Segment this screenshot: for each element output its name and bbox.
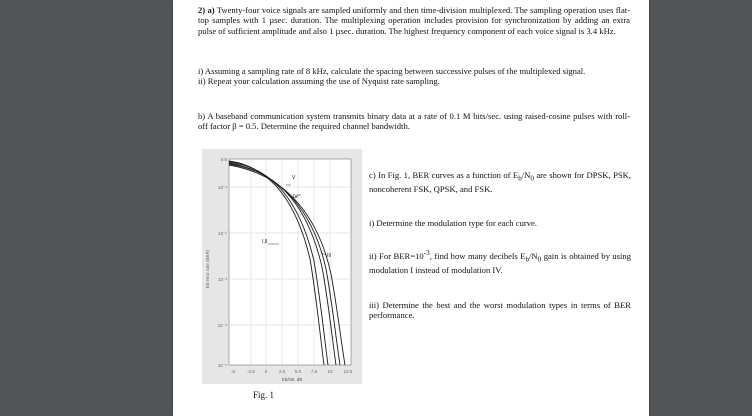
question-2c-sub-0: 0 — [530, 174, 534, 183]
document-page — [173, 0, 649, 416]
question-2c-sub-b: b — [518, 174, 522, 183]
y-tick-4: 10⁻⁴ — [217, 323, 227, 328]
question-2a — [198, 5, 630, 36]
curve-label-iii: III — [327, 253, 332, 259]
y-tick-5: 10⁻⁵ — [217, 363, 227, 368]
question-2c-ii-text-4: gain is obtained by using modulation I instead of modulation IV. — [369, 250, 631, 275]
question-2c-ii-text-3: /N — [529, 250, 538, 261]
question-2c-ii-text-1: ii) For BER=10 — [369, 250, 424, 261]
question-2c-text-3: are shown for DPSK, PSK, noncoherent FSK, QPSK, and FSK. — [369, 170, 631, 195]
question-2c-i: i) Determine the modulation type for each curve. — [369, 218, 537, 228]
x-tick-5: 7.5 — [310, 369, 318, 374]
question-2c-ii — [369, 248, 631, 275]
y-tick-3: 10⁻³ — [218, 277, 227, 282]
question-2a-parts — [198, 66, 630, 87]
y-axis-label: Bit error rate (BER) — [205, 249, 210, 289]
x-tick-1: -2.5 — [247, 369, 255, 374]
x-tick-4: 5.0 — [294, 369, 302, 374]
y-tick-1: 10⁻¹ — [218, 185, 227, 190]
curve-label-iv: IV — [293, 194, 298, 200]
curve-label-i-ii: I,II — [262, 239, 268, 245]
x-tick-7: 12.5 — [343, 369, 353, 374]
x-axis-label: Eb/N0, dB — [281, 377, 303, 382]
ber-chart — [202, 149, 362, 384]
ber-figure — [202, 149, 362, 384]
x-tick-2: 0 — [264, 369, 268, 374]
question-2a-ii: ii) Repeat your calculation assuming the use of Nyquist rate sampling. — [198, 76, 440, 87]
question-2c-text-2: /N — [521, 170, 531, 180]
plot-area — [229, 159, 351, 365]
curve-label-v: V — [292, 175, 296, 181]
question-2a-text: Twenty-four voice signals are sampled uniformly and then time-division multiplexed. The sampling operation uses flat-top samples with 1 µsec. duration. The multiplexing operation includes provision for synchronization by adding an extra pulse of sufficient amplitude and also 1 µsec. duration. The highest frequency component of each voice signal is 3.4 kHz. — [198, 5, 631, 36]
question-2a-i: i) Assuming a sampling rate of 8 kHz, calculate the spacing between successive pulses of the multiplexed signal. — [198, 66, 586, 76]
question-2b: b) A baseband communication system transmits binary data at a rate of 0.1 M bits/sec. using raised-cosine pulses with roll-off factor β = 0.5. Determine the required channel bandwidth. — [198, 111, 630, 132]
question-2a-heading: 2) a) — [198, 5, 215, 15]
question-2c-ii-text-2: , find how many decibels E — [429, 250, 526, 261]
x-tick-0: -5 — [230, 369, 236, 374]
x-tick-3: 2.5 — [278, 369, 286, 374]
question-2c-ii-sub-b: b — [525, 255, 530, 264]
question-2c-ii-sup: -3 — [423, 249, 430, 257]
question-2c-ii-sub-0: 0 — [537, 255, 542, 264]
y-tick-0: 0.5 — [220, 157, 227, 162]
y-tick-2: 10⁻² — [218, 231, 227, 236]
question-2c-iii: iii) Determine the best and the worst modulation types in terms of BER performance. — [369, 300, 631, 321]
question-2c-text-1: c) In Fig. 1, BER curves as a function of E — [369, 170, 519, 180]
figure-caption: Fig. 1 — [253, 390, 275, 400]
question-2c — [369, 170, 631, 194]
x-tick-6: 10 — [327, 369, 333, 374]
